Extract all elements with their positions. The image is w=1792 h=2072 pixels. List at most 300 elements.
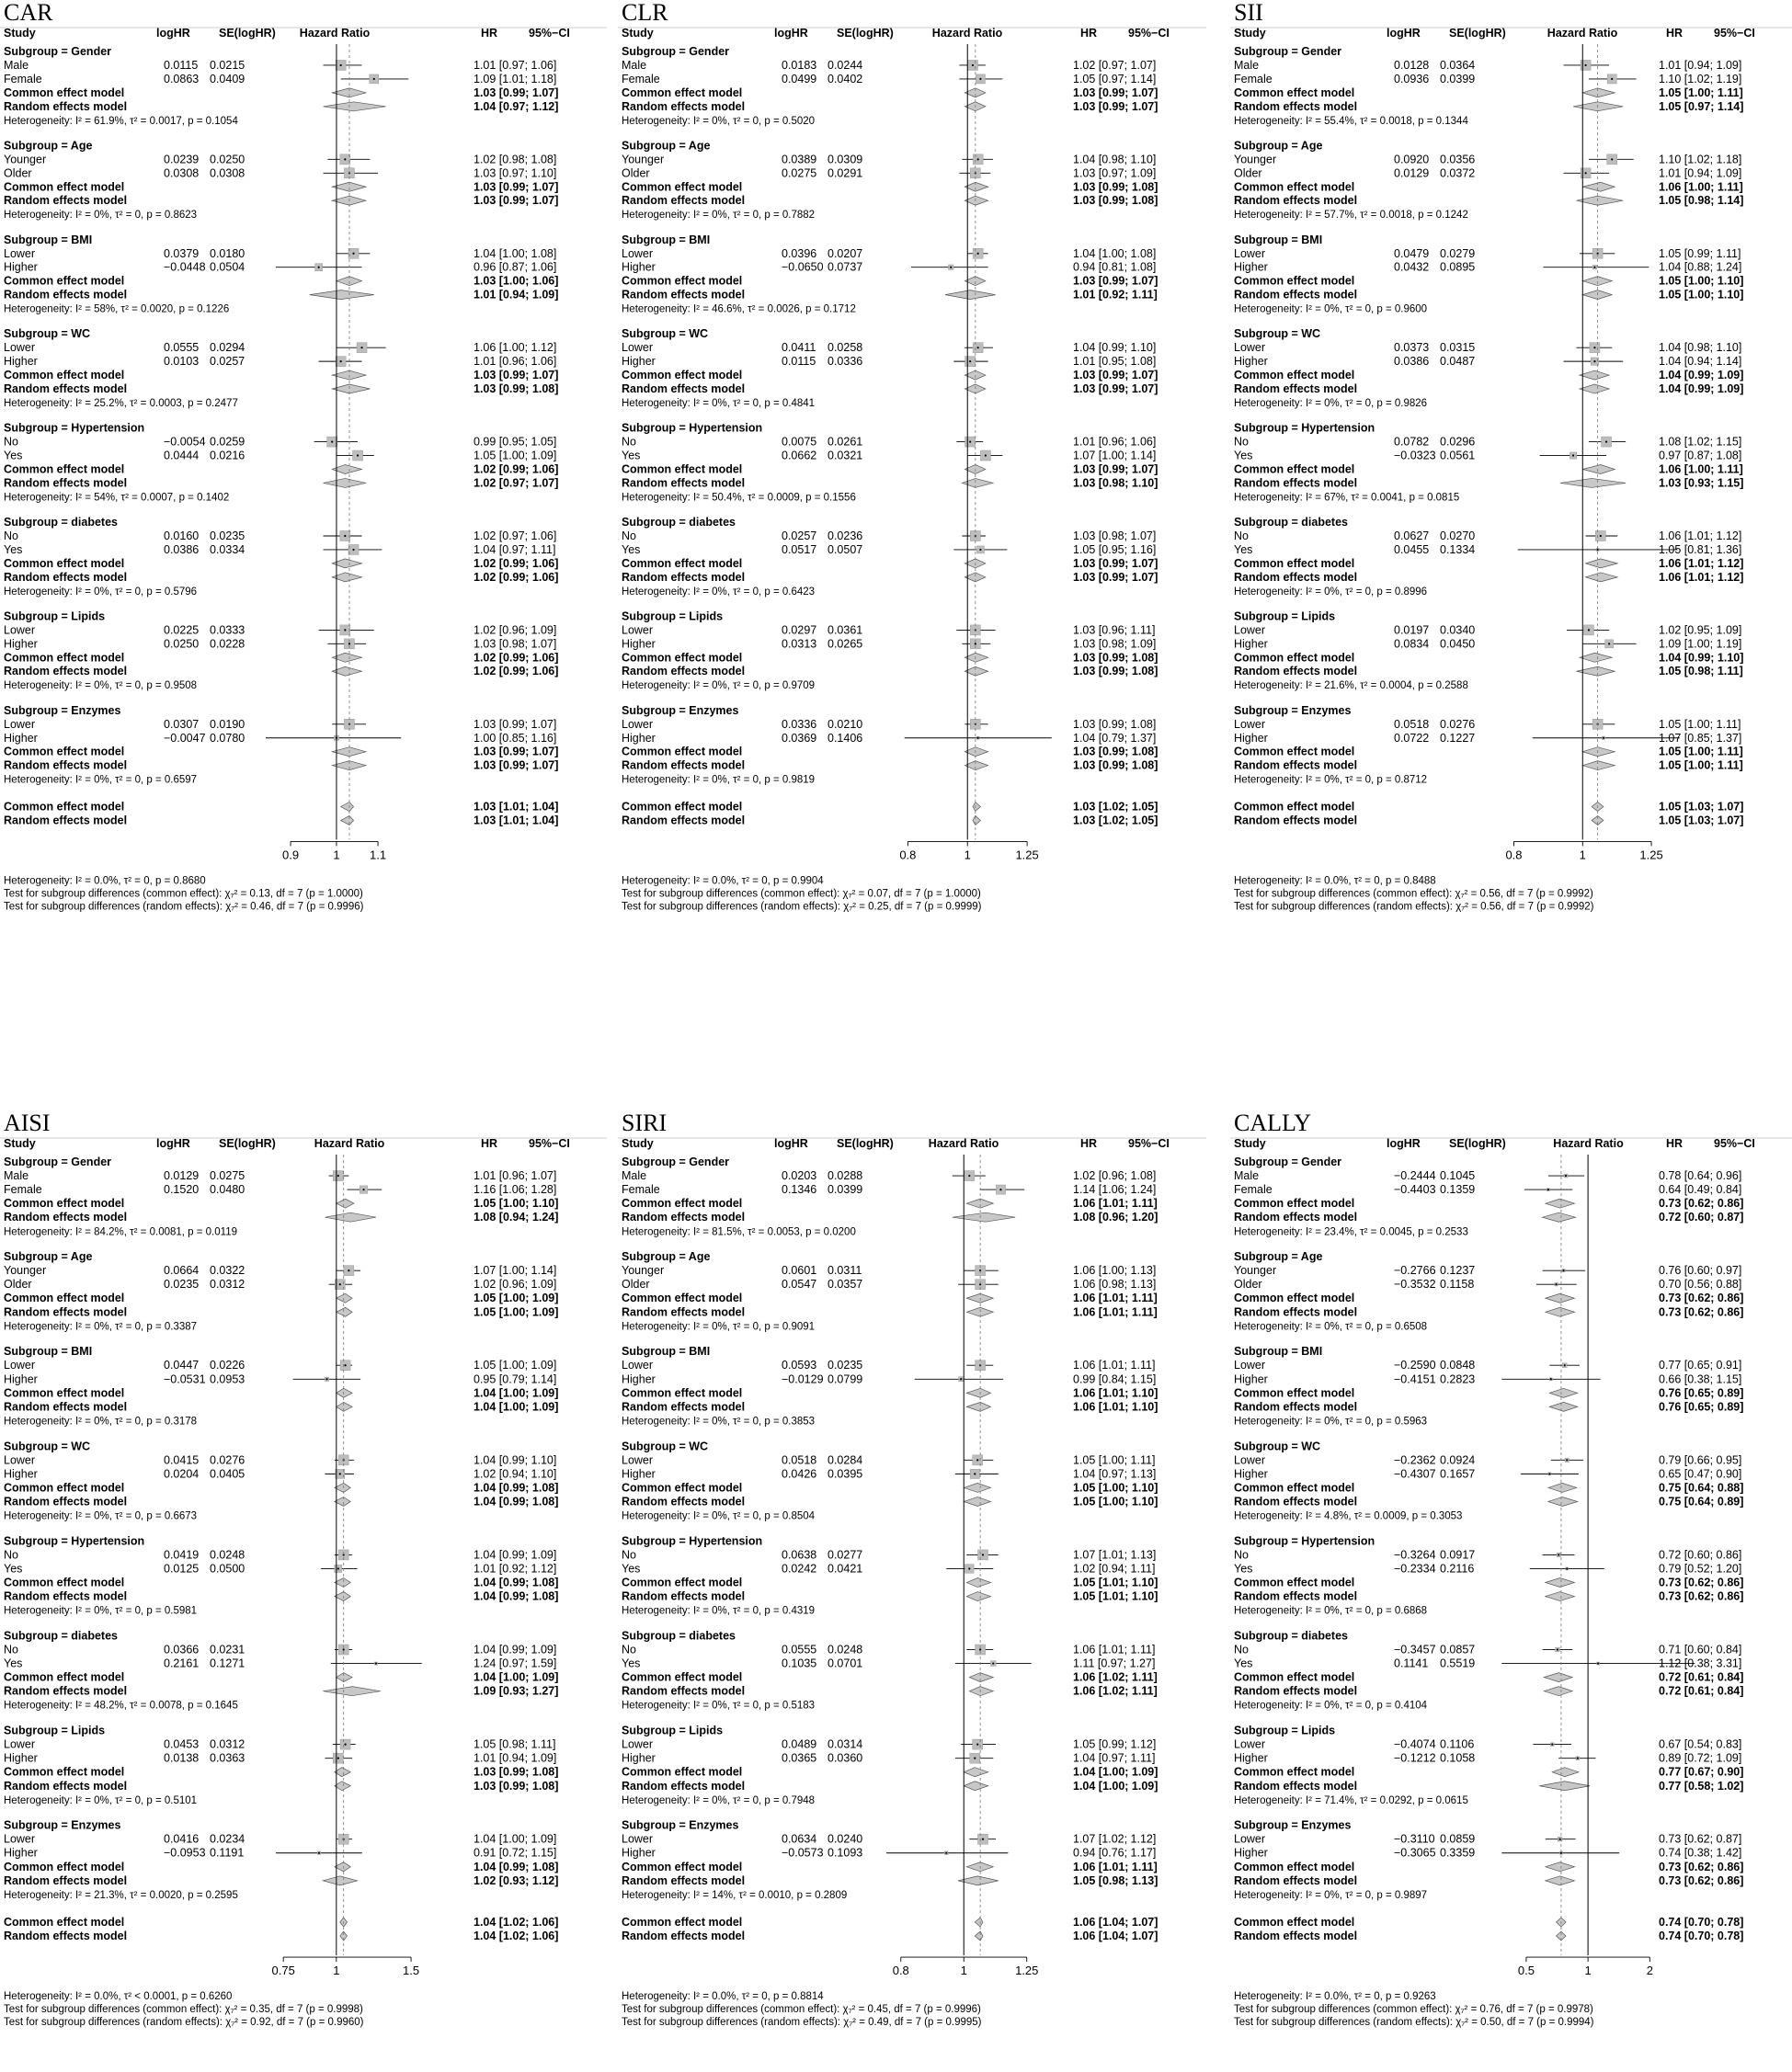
effect-point [1603, 737, 1604, 739]
hr-ci-text: 1.06 [1.01; 1.11] [1073, 1359, 1156, 1372]
footer-text: Heterogeneity: I² = 0.0%, τ² = 0, p = 0.9263 [1234, 1991, 1436, 2003]
heterogeneity-text: Heterogeneity: I² = 0%, τ² = 0, p = 0.6868 [1234, 1605, 1428, 1617]
hr-ci-text: 1.01 [0.97; 1.06] [474, 58, 557, 72]
study-label: Yes [4, 1562, 23, 1576]
pooled-label: Common effect model [4, 556, 125, 570]
loghr-value: 0.0250 [164, 637, 200, 651]
effect-point [977, 347, 979, 348]
study-label: Male [4, 1169, 29, 1183]
loghr-value: 0.0517 [782, 542, 817, 556]
se-value: 0.0190 [210, 717, 245, 731]
panel-title: CAR [4, 0, 53, 26]
pooled-hr-ci-text: 1.09 [0.93; 1.27] [474, 1684, 559, 1698]
pooled-label: Common effect model [4, 180, 125, 194]
pooled-hr-ci-text: 1.03 [0.93; 1.15] [1659, 476, 1744, 490]
pooled-hr-ci-text: 1.04 [1.02; 1.06] [474, 1930, 559, 1943]
hr-ci-text: 1.05 [0.97; 1.14] [1073, 72, 1157, 85]
heterogeneity-text: Heterogeneity: I² = 21.6%, τ² = 0.0004, p = 0.2588 [1234, 680, 1468, 692]
effect-point [999, 1189, 1001, 1190]
study-label: Yes [622, 1656, 641, 1670]
pooled-hr-ci-text: 1.04 [0.99; 1.08] [474, 1860, 559, 1873]
pooled-hr-ci-text: 1.03 [1.01; 1.04] [474, 800, 559, 814]
subgroup-heading: Subgroup = BMI [1234, 1345, 1323, 1359]
pooled-label: Random effects model [4, 570, 128, 584]
hr-ci-text: 1.07 [1.00; 1.14] [1073, 449, 1157, 462]
pooled-diamond [1573, 102, 1623, 111]
loghr-value: −0.4403 [1394, 1183, 1436, 1197]
pooled-label: Random effects model [1234, 814, 1358, 827]
pooled-hr-ci-text: 1.04 [0.99; 1.08] [474, 1495, 559, 1508]
x-tick-label: 1 [333, 1964, 340, 1978]
loghr-value: 0.0444 [164, 449, 200, 462]
heterogeneity-text: Heterogeneity: I² = 0%, τ² = 0, p = 0.9091 [622, 1321, 816, 1333]
subgroup-heading: Subgroup = diabetes [622, 1629, 736, 1643]
subgroup-heading: Subgroup = WC [622, 1440, 709, 1453]
loghr-value: −0.0129 [782, 1372, 824, 1386]
study-label: Lower [1234, 717, 1266, 731]
pooled-hr-ci-text: 1.05 [1.00; 1.10] [474, 1197, 559, 1211]
loghr-value: 0.0634 [782, 1832, 817, 1846]
study-label: Lower [1234, 623, 1266, 637]
pooled-label: Common effect model [1234, 1481, 1355, 1495]
pooled-label: Common effect model [4, 1915, 125, 1929]
hr-ci-text: 1.02 [0.94; 1.11] [1073, 1562, 1156, 1576]
pooled-diamond [1549, 1388, 1577, 1397]
panel-title: AISI [4, 1110, 51, 1136]
forest-panel-siri [618, 1110, 1206, 2072]
pooled-hr-ci-text: 1.03 [0.99; 1.08] [474, 1765, 559, 1779]
pooled-label: Common effect model [4, 1481, 125, 1495]
subgroup-heading: Subgroup = WC [622, 327, 709, 341]
heterogeneity-text: Heterogeneity: I² = 0%, τ² = 0, p = 0.3853 [622, 1416, 816, 1428]
pooled-label: Random effects model [622, 1400, 746, 1414]
footer-text: Test for subgroup differences (common effect): χ₇² = 0.45, df = 7 (p = 0.9996) [622, 2004, 981, 2016]
se-value: 0.1406 [828, 731, 863, 745]
loghr-value: 0.0138 [164, 1751, 200, 1765]
pooled-label: Common effect model [4, 85, 125, 99]
hr-ci-text: 1.05 [0.99; 1.11] [1659, 246, 1741, 260]
se-value: 0.0215 [210, 58, 245, 72]
loghr-value: 0.0129 [1394, 166, 1430, 180]
loghr-value: 0.0197 [1394, 623, 1430, 637]
se-value: 0.0248 [210, 1548, 245, 1562]
hr-ci-text: 1.06 [0.98; 1.13] [1073, 1278, 1157, 1292]
se-value: 0.5519 [1440, 1656, 1476, 1670]
se-value: 0.0257 [210, 355, 245, 369]
se-value: 0.0216 [210, 449, 245, 462]
study-label: Higher [1234, 1372, 1268, 1386]
footer-text: Test for subgroup differences (random effects): χ₇² = 0.50, df = 7 (p = 0.9994) [1234, 2017, 1594, 2029]
pooled-hr-ci-text: 1.06 [1.01; 1.11] [1073, 1305, 1158, 1319]
heterogeneity-text: Heterogeneity: I² = 0%, τ² = 0, p = 0.6673 [4, 1510, 198, 1522]
pooled-label: Random effects model [622, 758, 746, 772]
pooled-hr-ci-text: 1.04 [0.99; 1.08] [474, 1576, 559, 1589]
loghr-value: 0.0379 [164, 246, 200, 260]
pooled-label: Common effect model [1234, 1765, 1355, 1779]
pooled-hr-ci-text: 1.04 [1.00; 1.09] [1073, 1765, 1159, 1779]
se-value: 0.0487 [1440, 355, 1476, 369]
loghr-value: 0.0453 [164, 1737, 200, 1751]
study-label: Higher [4, 1751, 38, 1765]
effect-point [1550, 1378, 1552, 1380]
subgroup-heading: Subgroup = diabetes [4, 516, 118, 529]
col-header-hazard-ratio: Hazard Ratio [1553, 1137, 1624, 1150]
pooled-label: Common effect model [622, 800, 743, 814]
hr-ci-text: 1.05 [0.99; 1.12] [1073, 1737, 1157, 1751]
x-tick-label: 1 [333, 848, 340, 862]
se-value: 0.1058 [1440, 1751, 1476, 1765]
hr-ci-text: 1.04 [0.99; 1.10] [474, 1453, 557, 1467]
pooled-diamond [966, 1402, 990, 1411]
pooled-label: Common effect model [1234, 274, 1355, 288]
hr-ci-text: 1.07 [1.01; 1.13] [1073, 1548, 1157, 1562]
pooled-hr-ci-text: 1.03 [0.99; 1.08] [1073, 651, 1159, 665]
effect-point [337, 1758, 339, 1759]
hr-ci-text: 1.24 [0.97; 1.59] [474, 1656, 557, 1670]
pooled-label: Random effects model [622, 194, 746, 208]
loghr-value: 0.0235 [164, 1278, 200, 1292]
hr-ci-text: 0.70 [0.56; 0.88] [1659, 1278, 1742, 1292]
se-value: 0.1106 [1440, 1737, 1475, 1751]
loghr-value: −0.2334 [1394, 1562, 1436, 1576]
pooled-diamond [969, 1673, 993, 1682]
heterogeneity-text: Heterogeneity: I² = 54%, τ² = 0.0007, p = 0.1402 [4, 492, 230, 504]
study-label: Lower [1234, 1359, 1266, 1372]
study-label: Lower [4, 1453, 36, 1467]
pooled-label: Random effects model [1234, 194, 1358, 208]
effect-point [974, 1473, 976, 1474]
pooled-diamond [335, 1497, 350, 1506]
study-label: No [1234, 1643, 1249, 1656]
se-value: 0.0277 [828, 1548, 863, 1562]
pooled-label: Common effect model [1234, 180, 1355, 194]
effect-point [344, 535, 346, 537]
pooled-diamond [964, 1497, 990, 1506]
x-tick-label: 1 [1584, 1964, 1592, 1978]
footer-text: Test for subgroup differences (common effect): χ₇² = 0.13, df = 7 (p = 1.0000) [4, 888, 363, 900]
hr-ci-text: 0.66 [0.38; 1.15] [1659, 1372, 1742, 1386]
hr-ci-text: 1.02 [0.96; 1.09] [474, 1278, 557, 1292]
col-header-study: Study [622, 27, 654, 40]
pooled-label: Common effect model [622, 1386, 743, 1400]
study-label: Higher [622, 1751, 656, 1765]
hr-ci-text: 1.04 [0.97; 1.13] [1073, 1467, 1157, 1481]
pooled-hr-ci-text: 1.06 [1.02; 1.11] [1073, 1670, 1158, 1684]
se-value: 0.0207 [828, 246, 863, 260]
loghr-value: 0.0307 [164, 717, 200, 731]
hr-ci-text: 1.01 [0.96; 1.07] [474, 1169, 557, 1183]
hr-ci-text: 1.02 [0.95; 1.09] [1659, 623, 1742, 637]
loghr-value: 0.0518 [1394, 717, 1430, 731]
study-label: Higher [4, 1372, 38, 1386]
pooled-diamond [335, 1578, 350, 1588]
effect-point [977, 158, 979, 160]
pooled-label: Random effects model [4, 194, 128, 208]
subgroup-heading: Subgroup = diabetes [1234, 516, 1348, 529]
se-value: 0.1093 [828, 1846, 863, 1860]
subgroup-heading: Subgroup = Age [1234, 139, 1323, 153]
effect-point [1565, 1175, 1567, 1177]
effect-point [348, 1269, 349, 1271]
hr-ci-text: 1.04 [1.00; 1.09] [474, 1832, 557, 1846]
pooled-label: Random effects model [1234, 570, 1358, 584]
subgroup-heading: Subgroup = WC [4, 327, 91, 341]
study-label: No [1234, 1548, 1249, 1562]
pooled-label: Common effect model [622, 1481, 743, 1495]
loghr-value: 0.0419 [164, 1548, 200, 1562]
study-label: Higher [4, 731, 38, 745]
pooled-hr-ci-text: 1.03 [0.99; 1.08] [1073, 745, 1159, 758]
pooled-diamond [964, 761, 987, 770]
heterogeneity-text: Heterogeneity: I² = 46.6%, τ² = 0.0026, p = 0.1712 [622, 303, 856, 315]
heterogeneity-text: Heterogeneity: I² = 55.4%, τ² = 0.0018, p = 0.1344 [1234, 115, 1468, 127]
pooled-label: Random effects model [622, 1495, 746, 1508]
pooled-diamond [966, 1578, 990, 1588]
loghr-value: 0.0664 [164, 1264, 200, 1278]
pooled-hr-ci-text: 1.03 [0.99; 1.08] [1073, 194, 1159, 208]
pooled-hr-ci-text: 1.04 [1.00; 1.09] [474, 1400, 559, 1414]
heterogeneity-text: Heterogeneity: I² = 0%, τ² = 0, p = 0.5981 [4, 1605, 198, 1617]
pooled-label: Common effect model [622, 85, 743, 99]
col-header-se: SE(logHR) [219, 1137, 276, 1150]
loghr-value: 0.0722 [1394, 731, 1430, 745]
subgroup-heading: Subgroup = WC [1234, 327, 1321, 341]
study-label: No [1234, 435, 1249, 449]
pooled-diamond [1582, 464, 1615, 473]
effect-point [375, 1662, 377, 1664]
heterogeneity-text: Heterogeneity: I² = 4.8%, τ² = 0.0009, p = 0.3053 [1234, 1510, 1463, 1522]
loghr-value: 0.0389 [782, 153, 817, 166]
study-label: No [622, 435, 636, 449]
loghr-value: 0.0547 [782, 1278, 817, 1292]
se-value: 0.0294 [210, 341, 245, 355]
pooled-label: Random effects model [4, 1211, 128, 1224]
pooled-hr-ci-text: 1.08 [0.94; 1.24] [474, 1211, 559, 1224]
subgroup-heading: Subgroup = Gender [4, 1156, 112, 1168]
pooled-diamond [1580, 653, 1612, 662]
se-value: 0.0226 [210, 1359, 245, 1372]
col-header-se: SE(logHR) [1449, 27, 1506, 40]
col-header-loghr: logHR [774, 1137, 808, 1150]
se-value: 0.0210 [828, 717, 863, 731]
pooled-label: Random effects model [4, 1684, 128, 1698]
study-label: Lower [4, 1359, 36, 1372]
loghr-value: 0.0479 [1394, 246, 1430, 260]
study-label: Higher [4, 637, 38, 651]
pooled-diamond [953, 1212, 1015, 1222]
pooled-diamond [1546, 1862, 1575, 1872]
study-label: No [1234, 529, 1249, 542]
pooled-label: Random effects model [622, 814, 746, 827]
loghr-value: −0.1212 [1394, 1751, 1436, 1765]
effect-point [976, 1744, 978, 1746]
hr-ci-text: 1.04 [0.98; 1.10] [1659, 341, 1742, 355]
se-value: 0.0395 [828, 1467, 863, 1481]
loghr-value: 0.0627 [1394, 529, 1430, 542]
pooled-diamond [337, 1402, 352, 1411]
loghr-value: −0.0047 [164, 731, 206, 745]
pooled-hr-ci-text: 1.03 [0.99; 1.07] [1073, 382, 1159, 396]
hr-ci-text: 1.07 [1.02; 1.12] [1073, 1832, 1157, 1846]
study-label: Younger [1234, 1264, 1277, 1278]
study-label: Higher [622, 637, 656, 651]
x-tick-label: 1.25 [1015, 848, 1039, 862]
forest-panel-sii [1230, 0, 1792, 956]
x-tick-label: 1 [960, 1964, 967, 1978]
pooled-hr-ci-text: 1.05 [1.03; 1.07] [1659, 800, 1744, 814]
pooled-diamond [966, 1388, 990, 1397]
pooled-label: Common effect model [4, 1860, 125, 1873]
pooled-diamond [1539, 1782, 1590, 1791]
pooled-diamond [1586, 559, 1618, 568]
pooled-hr-ci-text: 1.03 [0.99; 1.08] [474, 1779, 559, 1793]
effect-point [340, 64, 342, 66]
study-label: Higher [1234, 1846, 1268, 1860]
panel-title: CLR [622, 0, 668, 26]
effect-point [979, 78, 981, 80]
subgroup-heading: Subgroup = WC [4, 1440, 91, 1453]
study-label: Higher [4, 1467, 38, 1481]
effect-point [1593, 360, 1595, 362]
hr-ci-text: 1.02 [0.97; 1.06] [474, 529, 557, 542]
effect-point [1564, 1364, 1566, 1366]
loghr-value: −0.3264 [1394, 1548, 1436, 1562]
pooled-hr-ci-text: 1.04 [0.99; 1.08] [474, 1481, 559, 1495]
hr-ci-text: 1.06 [1.01; 1.11] [1073, 1643, 1156, 1656]
col-header-hr: HR [481, 27, 498, 40]
hr-ci-text: 0.71 [0.60; 0.84] [1659, 1643, 1742, 1656]
effect-point [945, 1852, 947, 1854]
pooled-diamond [964, 196, 987, 205]
pooled-hr-ci-text: 1.05 [1.00; 1.10] [1073, 1495, 1159, 1508]
heterogeneity-text: Heterogeneity: I² = 0%, τ² = 0, p = 0.9709 [622, 680, 816, 692]
pooled-diamond [337, 1673, 352, 1682]
subgroup-heading: Subgroup = Lipids [1234, 1724, 1336, 1737]
pooled-label: Common effect model [4, 1765, 125, 1779]
col-header-study: Study [1234, 27, 1266, 40]
pooled-diamond [337, 1388, 352, 1397]
heterogeneity-text: Heterogeneity: I² = 21.3%, τ² = 0.0020, p = 0.2595 [4, 1889, 238, 1901]
effect-point [1566, 1459, 1568, 1461]
pooled-diamond [1544, 1673, 1572, 1682]
hr-ci-text: 1.04 [1.00; 1.08] [1073, 246, 1157, 260]
pooled-diamond [964, 182, 987, 191]
hr-ci-text: 0.72 [0.60; 0.86] [1659, 1548, 1742, 1562]
hr-ci-text: 1.10 [1.02; 1.19] [1659, 72, 1742, 85]
pooled-hr-ci-text: 1.03 [0.99; 1.07] [1073, 85, 1159, 99]
pooled-hr-ci-text: 0.73 [0.62; 0.86] [1659, 1197, 1744, 1211]
pooled-label: Common effect model [1234, 1860, 1355, 1873]
se-value: 0.1334 [1440, 542, 1476, 556]
pooled-label: Common effect model [4, 1292, 125, 1305]
hr-ci-text: 0.94 [0.76; 1.17] [1073, 1846, 1157, 1860]
se-value: 0.0235 [210, 529, 245, 542]
study-label: Female [4, 72, 42, 85]
hr-ci-text: 1.02 [0.96; 1.09] [474, 623, 557, 637]
loghr-value: −0.2766 [1394, 1264, 1436, 1278]
subgroup-heading: Subgroup = Lipids [1234, 609, 1336, 623]
pooled-diamond [1580, 370, 1609, 380]
hr-ci-text: 1.01 [0.96; 1.06] [474, 355, 557, 369]
pooled-label: Random effects model [4, 99, 128, 113]
study-label: Younger [4, 1264, 47, 1278]
loghr-value: −0.0448 [164, 260, 206, 274]
pooled-label: Random effects model [622, 99, 746, 113]
study-label: Higher [622, 1372, 656, 1386]
effect-point [1547, 1189, 1549, 1190]
loghr-value: 0.0489 [782, 1737, 817, 1751]
study-label: No [4, 435, 18, 449]
se-value: 0.0504 [210, 260, 245, 274]
effect-point [1557, 1648, 1558, 1650]
se-value: 0.0275 [210, 1169, 245, 1183]
pooled-diamond [341, 803, 354, 812]
se-value: 0.0322 [210, 1264, 245, 1278]
se-value: 0.1359 [1440, 1183, 1476, 1197]
subgroup-heading: Subgroup = diabetes [622, 516, 736, 529]
effect-point [352, 253, 354, 255]
pooled-hr-ci-text: 1.05 [1.00; 1.10] [1659, 288, 1744, 302]
pooled-diamond [335, 1483, 350, 1492]
pooled-label: Common effect model [4, 1670, 125, 1684]
footer-text: Heterogeneity: I² = 0.0%, τ² = 0, p = 0.9904 [622, 875, 824, 887]
effect-point [348, 643, 350, 644]
hr-ci-text: 1.05 [1.00; 1.09] [474, 1359, 557, 1372]
pooled-label: Random effects model [622, 1211, 746, 1224]
subgroup-heading: Subgroup = Hypertension [4, 421, 145, 435]
pooled-hr-ci-text: 1.05 [1.00; 1.11] [1659, 758, 1743, 772]
se-value: 0.0236 [828, 529, 863, 542]
study-label: Higher [622, 1846, 656, 1860]
study-label: Yes [622, 449, 641, 462]
se-value: 0.0258 [828, 341, 863, 355]
pooled-diamond [964, 653, 987, 662]
pooled-hr-ci-text: 1.05 [1.00; 1.11] [1659, 745, 1743, 758]
pooled-hr-ci-text: 1.04 [1.00; 1.09] [474, 1670, 559, 1684]
pooled-label: Random effects model [622, 1305, 746, 1319]
loghr-value: 0.0638 [782, 1548, 817, 1562]
hr-ci-text: 1.02 [0.98; 1.08] [474, 153, 557, 166]
hr-ci-text: 1.00 [0.85; 1.16] [474, 731, 557, 745]
hr-ci-text: 1.04 [0.97; 1.11] [1073, 1751, 1156, 1765]
pooled-diamond [964, 666, 987, 676]
pooled-hr-ci-text: 0.72 [0.61; 0.84] [1659, 1670, 1744, 1684]
study-label: Lower [4, 1832, 36, 1846]
hr-ci-text: 1.07 [0.85; 1.37] [1659, 731, 1742, 745]
se-value: 0.0848 [1440, 1359, 1476, 1372]
pooled-diamond [1582, 182, 1615, 191]
pooled-hr-ci-text: 1.04 [0.99; 1.09] [1659, 369, 1744, 382]
pooled-label: Random effects model [622, 288, 746, 302]
pooled-label: Common effect model [622, 745, 743, 758]
se-value: 0.0315 [1440, 341, 1476, 355]
pooled-diamond [337, 1293, 352, 1303]
se-value: 0.0334 [210, 542, 245, 556]
pooled-diamond [335, 1862, 350, 1872]
loghr-value: 0.0863 [164, 72, 200, 85]
se-value: 0.0312 [210, 1278, 245, 1292]
loghr-value: 0.0555 [782, 1643, 817, 1656]
subgroup-heading: Subgroup = Gender [1234, 45, 1342, 58]
pooled-label: Common effect model [622, 369, 743, 382]
heterogeneity-text: Heterogeneity: I² = 0%, τ² = 0, p = 0.7882 [622, 210, 816, 222]
effect-point [950, 267, 952, 268]
pooled-hr-ci-text: 0.76 [0.65; 0.89] [1659, 1400, 1744, 1414]
pooled-hr-ci-text: 1.03 [0.99; 1.07] [474, 180, 559, 194]
pooled-label: Random effects model [4, 1779, 128, 1793]
heterogeneity-text: Heterogeneity: I² = 0%, τ² = 0, p = 0.3387 [4, 1321, 198, 1333]
loghr-value: −0.0573 [782, 1846, 824, 1860]
